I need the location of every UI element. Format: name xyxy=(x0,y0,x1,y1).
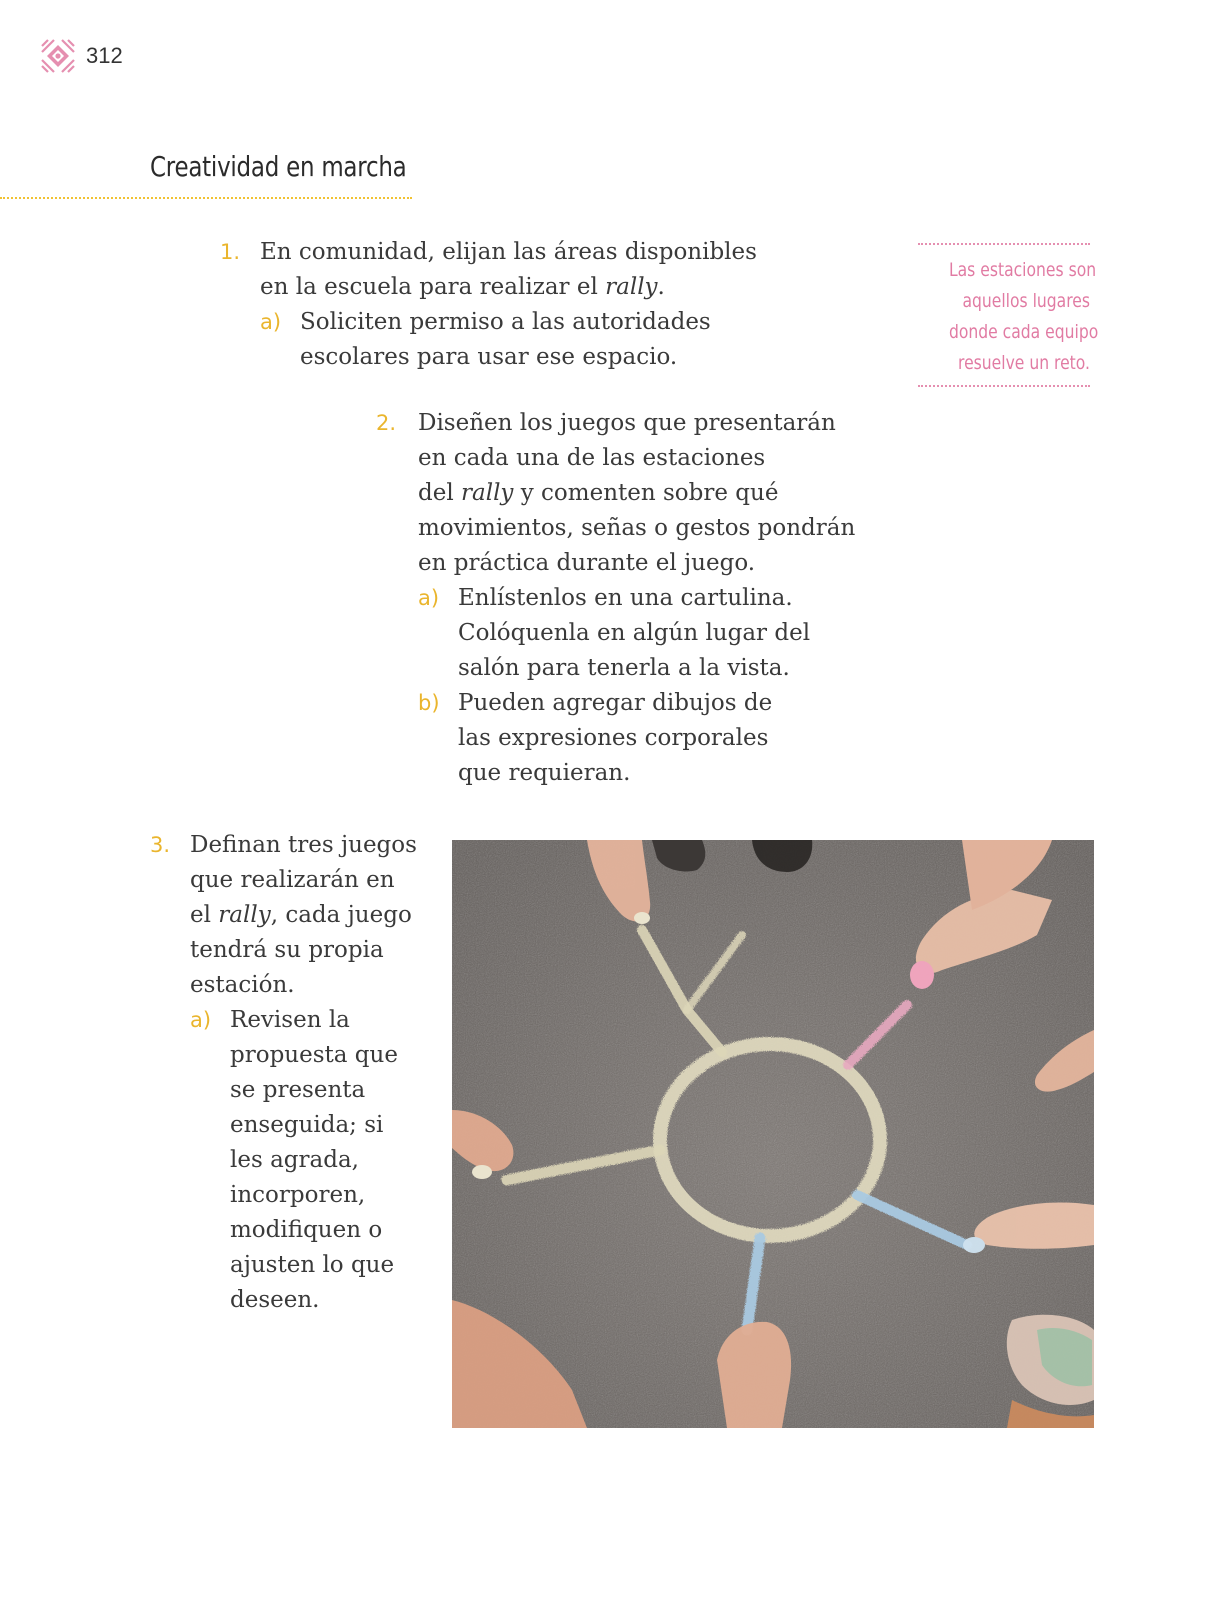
chalk-sun-photo xyxy=(452,840,1094,1428)
activity-1 xyxy=(220,235,757,375)
subitem-text-line: propuesta que xyxy=(230,1042,398,1068)
subitem-text-line: Soliciten permiso a las autoridades xyxy=(300,309,711,335)
item-text-line: En comunidad, elijan las áreas disponibles xyxy=(260,239,757,265)
activity-3 xyxy=(150,828,417,1318)
item-text-line: estación. xyxy=(190,972,295,998)
subitem-text-line: Revisen la xyxy=(230,1007,350,1033)
subitem-letter: b) xyxy=(418,691,440,715)
subitem-text-line: enseguida; si xyxy=(230,1112,384,1138)
item-text-line: en la escuela para realizar el rally. xyxy=(260,274,665,300)
italic-word: rally xyxy=(461,480,514,506)
subitem-text-line: Colóquenla en algún lugar del xyxy=(458,620,811,646)
page-header xyxy=(40,38,123,74)
item-text-line: del rally y comenten sobre qué xyxy=(418,480,779,506)
title-divider xyxy=(0,197,412,199)
item-text-line: Diseñen los juegos que presentarán xyxy=(418,410,836,436)
item-text-line: el rally, cada juego xyxy=(190,902,412,928)
subitem-text-line: salón para tenerla a la vista. xyxy=(458,655,790,681)
page-number: 312 xyxy=(86,43,123,68)
subitem-letter: a) xyxy=(190,1008,212,1032)
activity-2 xyxy=(376,406,856,791)
italic-word: rally xyxy=(218,902,271,928)
subitem-text-line: incorporen, xyxy=(230,1182,366,1208)
item-text-line: en práctica durante el juego. xyxy=(418,550,756,576)
subitem-text-line: escolares para usar ese espacio. xyxy=(300,344,678,370)
item-number: 2. xyxy=(376,411,397,435)
item-text-line: movimientos, señas o gestos pondrán xyxy=(418,515,856,541)
item-text-line: en cada una de las estaciones xyxy=(418,445,766,471)
subitem-text-line: Pueden agregar dibujos de xyxy=(458,690,773,716)
subitem-text-line: modifiquen o xyxy=(230,1217,383,1243)
subitem-text-line: Enlístenlos en una cartulina. xyxy=(458,585,793,611)
section-title: Creatividad en marcha xyxy=(150,150,407,183)
item-number: 3. xyxy=(150,833,171,857)
subitem-text-line: ajusten lo que xyxy=(230,1252,395,1278)
item-text-line: que realizarán en xyxy=(190,867,395,893)
subitem-text-line: les agrada, xyxy=(230,1147,359,1173)
sidebar-note xyxy=(918,243,1099,387)
subitem-letter: a) xyxy=(260,310,282,334)
ornament-icon xyxy=(40,38,76,74)
item-text-line: tendrá su propia xyxy=(190,937,384,963)
sidebar-text: Las estaciones son aquellos lugares donde cada equipo resuelve un reto. xyxy=(948,259,1099,374)
subitem-text-line: deseen. xyxy=(230,1287,320,1313)
subitem-text-line: se presenta xyxy=(230,1077,366,1103)
italic-word: rally xyxy=(605,274,658,300)
item-number: 1. xyxy=(220,240,241,264)
chalk-drawing-illustration xyxy=(452,840,1094,1428)
item-text-line: Definan tres juegos xyxy=(190,832,417,858)
subitem-text-line: las expresiones corporales xyxy=(458,725,769,751)
subitem-text-line: que requieran. xyxy=(458,760,631,786)
subitem-letter: a) xyxy=(418,586,440,610)
